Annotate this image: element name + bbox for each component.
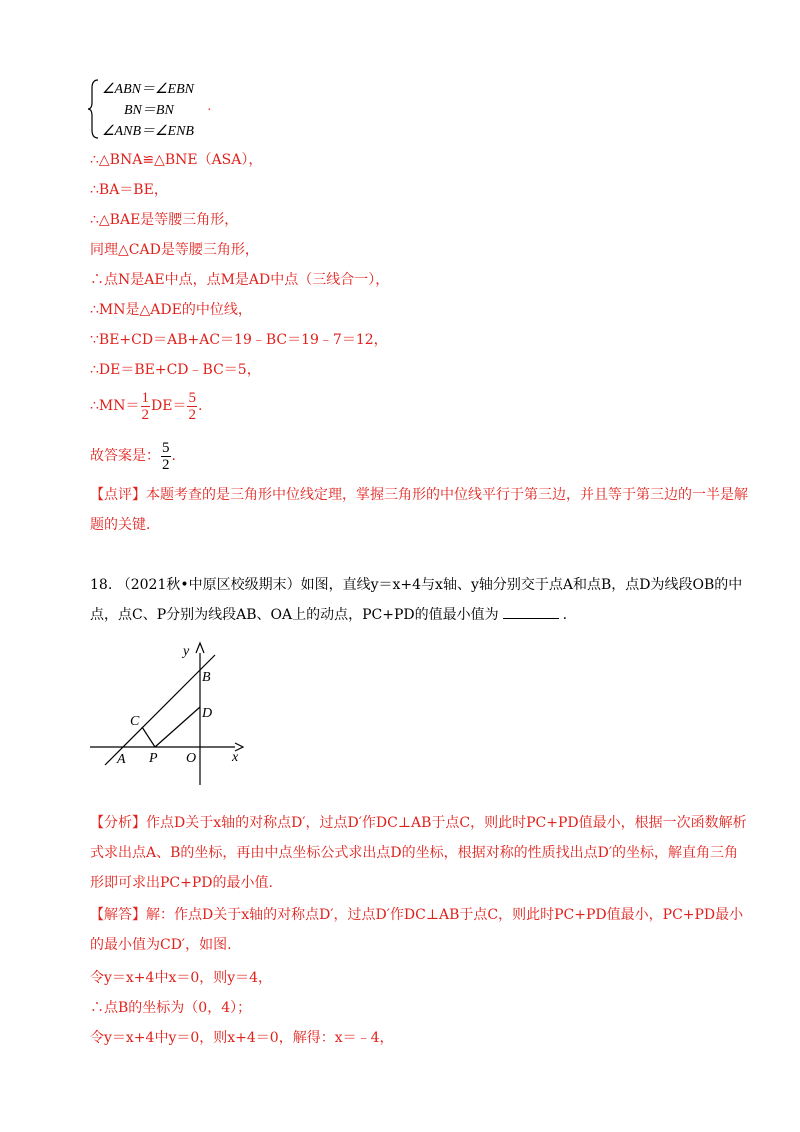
system-row-1: ∠ABN＝∠EBN — [102, 82, 194, 97]
system-row-3: ∠ANB＝∠ENB — [102, 124, 194, 139]
label-y: y — [183, 644, 190, 659]
label-p: P — [149, 751, 158, 766]
system-row-2: BN＝BN — [124, 103, 174, 118]
system-dot: . — [208, 99, 212, 114]
proof-line: ∴△BNA≌△BNE（ASA）， — [90, 152, 263, 168]
proof-line: ∴DE＝BE+CD﹣BC＝5， — [90, 362, 261, 378]
analysis-text: 作点D关于x轴的对称点D′，过点D′作DC⊥AB于点C，则此时PC+PD值最小，根据一次函数解析式求出点A、B的坐标，再由中点坐标公式求出点D的坐标，根据对称的性质找出点D′的坐标，解直角三角形即可求出PC+PD的最小值. — [90, 815, 747, 891]
proof-line: ∴BA＝BE， — [90, 182, 168, 198]
answer-prefix: 故答案是： — [90, 448, 160, 464]
segment-cp — [142, 727, 155, 747]
segment-pd — [155, 707, 200, 747]
solution-line: 令y＝x+4中x＝0，则y＝4， — [90, 970, 273, 986]
solution-paragraph — [90, 900, 750, 960]
question-text: （2021秋•中原区校级期末）如图，直线y＝x+4与x轴、y轴分别交于点A和点B，点D为线段OB的中点，点C、P分别为线段AB、OA上的动点，PC+PD的值最小值为 — [90, 577, 743, 623]
mn-result-line — [90, 388, 202, 424]
proof-line: ∴△BAE是等腰三角形， — [90, 212, 239, 228]
equation-system — [88, 78, 288, 140]
solution-text: 解：作点D关于x轴的对称点D′，过点D′作DC⊥AB于点C，则此时PC+PD值最小，PC+PD最小的最小值为CD′，如图. — [90, 907, 744, 953]
fraction-denominator: 2 — [141, 406, 149, 423]
answer-line — [90, 438, 176, 474]
label-a: A — [117, 752, 126, 767]
solution-line: ∴点B的坐标为（0，4）； — [90, 1000, 252, 1016]
proof-line: 同理△CAD是等腰三角形， — [90, 242, 259, 258]
solution-line: 令y＝x+4中y＝0，则x+4＝0，解得：x＝﹣4， — [90, 1030, 394, 1046]
coordinate-figure — [85, 635, 255, 785]
comment-text: 本题考查的是三角形中位线定理，掌握三角形的中位线平行于第三边，并且等于第三边的一半是解题的关键. — [90, 487, 748, 533]
label-b: B — [202, 670, 211, 685]
proof-line: ∵BE+CD＝AB+AC＝19﹣BC＝19﹣7＝12， — [90, 332, 388, 348]
question-number: 18. — [90, 577, 113, 593]
label-o: O — [186, 751, 197, 766]
label-x: x — [232, 750, 239, 765]
comment-tag: 【点评】 — [90, 487, 146, 503]
question-end: . — [562, 607, 568, 623]
left-brace — [88, 78, 102, 140]
label-c: C — [130, 714, 140, 729]
fraction-numerator: 1 — [141, 389, 149, 406]
fraction-numerator: 5 — [188, 389, 196, 406]
answer-suffix: . — [171, 448, 176, 464]
analysis-paragraph — [90, 808, 750, 898]
fraction-denominator: 2 — [162, 456, 170, 473]
y-axis-arrow-icon — [196, 643, 204, 653]
line-ab — [105, 655, 215, 765]
analysis-tag: 【分析】 — [90, 815, 146, 831]
mn-prefix: ∴MN＝ — [90, 398, 140, 414]
fraction-denominator: 2 — [188, 406, 196, 423]
fraction-numerator: 5 — [162, 439, 170, 456]
answer-fraction — [161, 440, 171, 473]
proof-line: ∴MN是△ADE的中位线， — [90, 302, 252, 318]
fraction-five-halves — [187, 390, 197, 423]
solution-tag: 【解答】 — [90, 907, 146, 923]
question-18 — [90, 570, 750, 630]
mn-suffix: . — [197, 398, 203, 414]
fraction-one-half — [141, 390, 151, 423]
label-d: D — [202, 706, 213, 721]
answer-blank — [503, 617, 559, 619]
mn-mid: DE＝ — [151, 398, 187, 414]
proof-line: ∴点N是AE中点，点M是AD中点（三线合一）， — [90, 272, 390, 288]
comment-paragraph — [90, 480, 750, 540]
